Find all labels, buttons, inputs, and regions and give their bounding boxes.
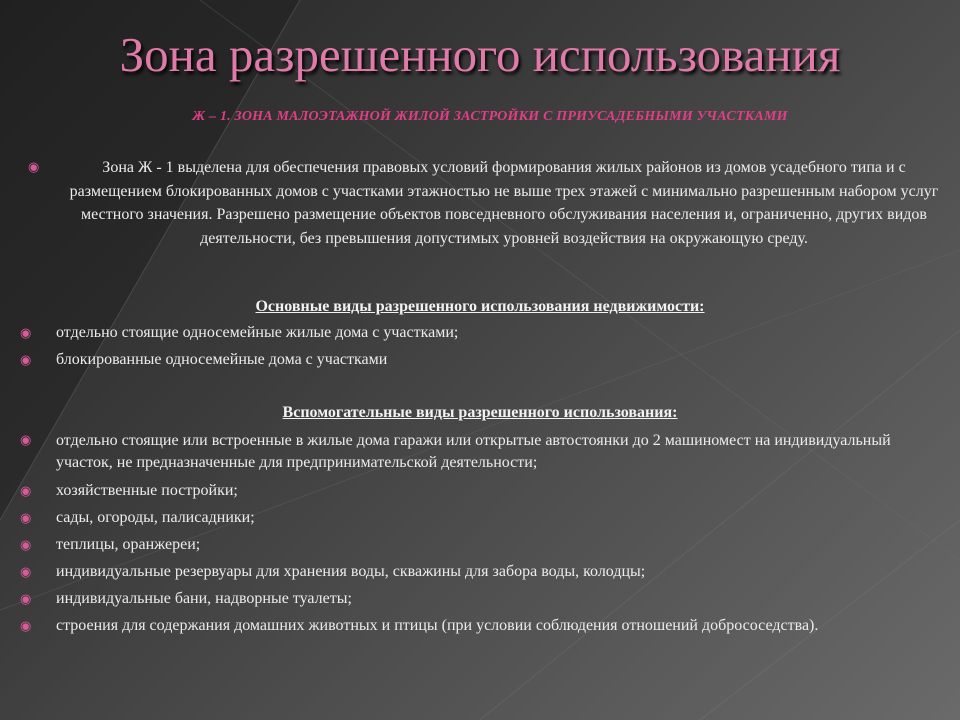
aux-list-item: индивидуальные бани, надворные туалеты; [56, 590, 352, 607]
bullet-icon: ◉ [20, 352, 32, 367]
bullet-icon: ◉ [20, 618, 32, 633]
bullet-icon: ◉ [20, 591, 32, 606]
bullet-icon: ◉ [28, 159, 40, 174]
aux-list-item: отдельно стоящие или встроенные в жилые дома гаражи или открытые автостоянки до 2 машиномест на индивидуальный участок, не предназначенные для предпринимательской деятельности; [56, 432, 891, 471]
intro-text: Зона Ж - 1 выделена для обеспечения правовых условий формирования жилых районов из домов усадебного типа и с размещением блокированных домов с участками этажностью не выше трех этажей с минимально разрешенным набором услуг местного значения. Разрешено размещение объектов повседневного обслуживания населения и, ограниченно, других видов деятельности, без превышения допустимых уровней воздействия на окружающую среду. [69, 159, 939, 247]
slide-title: Зона разрешенного использования [119, 27, 841, 82]
bullet-icon: ◉ [20, 510, 32, 525]
main-list-item: отдельно стоящие односемейные жилые дома с участками; [56, 324, 459, 341]
bullet-icon: ◉ [20, 564, 32, 579]
aux-section-heading: Вспомогательные виды разрешенного использования: [282, 404, 678, 421]
main-list-item: блокированные односемейные дома с участками [56, 351, 388, 368]
aux-list-item: теплицы, оранжереи; [56, 536, 201, 553]
bullet-icon: ◉ [20, 537, 32, 552]
slide-subtitle: Ж – 1. ЗОНА МАЛОЭТАЖНОЙ ЖИЛОЙ ЗАСТРОЙКИ С ПРИУСАДЕБНЫМИ УЧАСТКАМИ [192, 109, 788, 124]
main-section-heading: Основные виды разрешенного использования недвижимости: [255, 298, 705, 315]
bullet-icon: ◉ [20, 483, 32, 498]
bullet-icon: ◉ [20, 432, 32, 447]
aux-list-item: сады, огороды, палисадники; [56, 509, 255, 526]
bullet-icon: ◉ [20, 325, 32, 340]
aux-list-item: хозяйственные постройки; [56, 482, 238, 499]
aux-list-item: индивидуальные резервуары для хранения воды, скважины для забора воды, колодцы; [56, 563, 646, 580]
aux-list-item: строения для содержания домашних животных и птицы (при условии соблюдения отношений добрососедства). [56, 617, 819, 634]
